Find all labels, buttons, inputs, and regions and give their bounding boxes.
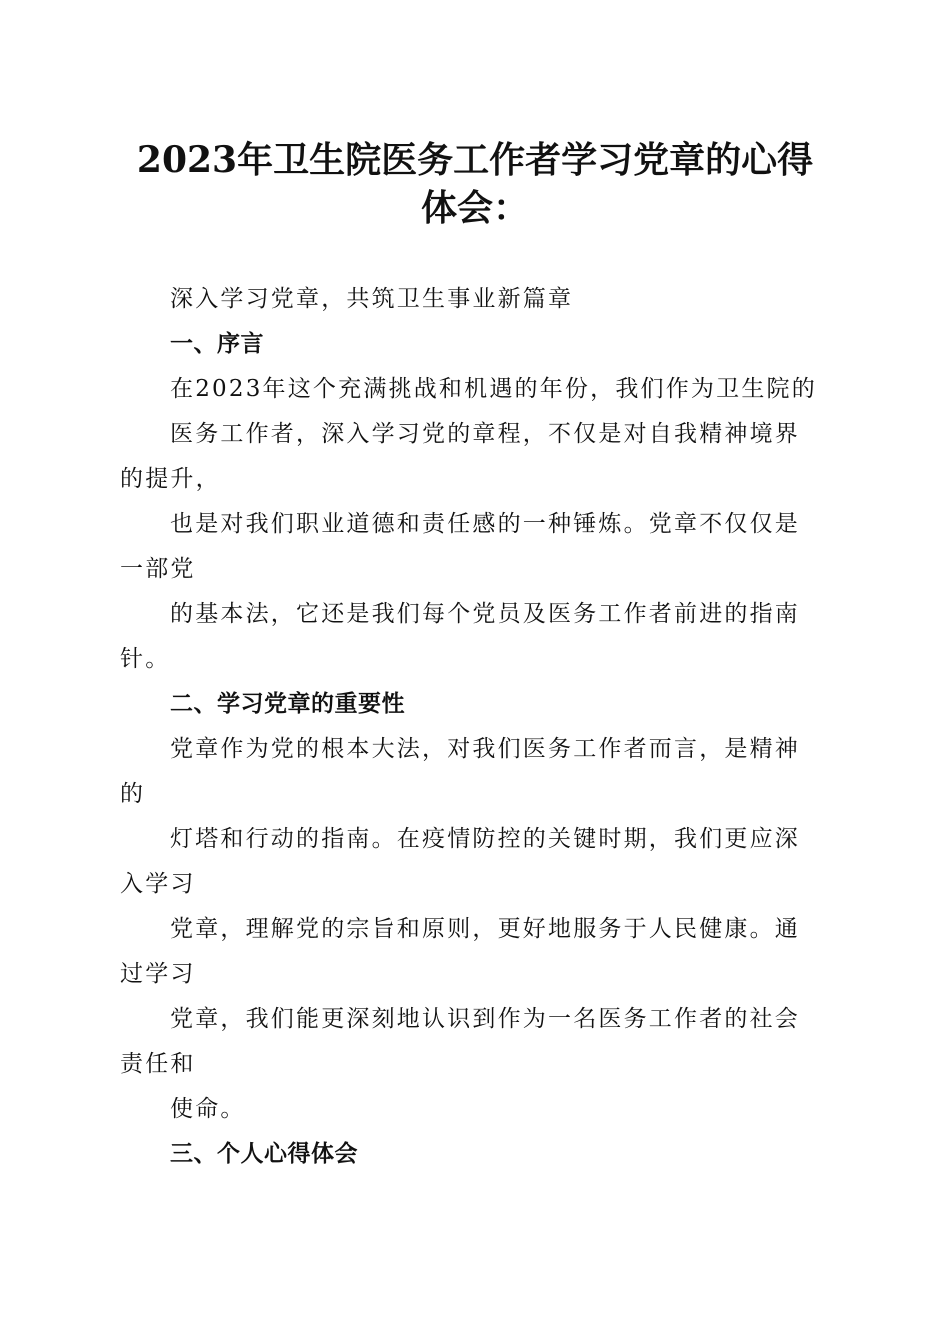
- paragraph-line: 的基本法，它还是我们每个党员及医务工作者前进的指南: [170, 601, 800, 627]
- paragraph-line: 党章，我们能更深刻地认识到作为一名医务工作者的社会: [170, 1006, 800, 1032]
- paragraph-line: 入学习: [120, 871, 196, 897]
- paragraph-line: 一部党: [120, 556, 196, 582]
- paragraph-line: 使命。: [170, 1096, 246, 1122]
- paragraph-line: 也是对我们职业道德和责任感的一种锤炼。党章不仅仅是: [170, 511, 800, 537]
- section-heading-personal: 三、个人心得体会: [170, 1141, 358, 1167]
- paragraph-line: 的提升，: [120, 466, 221, 492]
- paragraph-line: 责任和: [120, 1051, 196, 1077]
- section-heading-importance: 二、学习党章的重要性: [170, 691, 405, 717]
- paragraph-line: 医务工作者，深入学习党的章程，不仅是对自我精神境界: [170, 421, 800, 447]
- paragraph-line: 灯塔和行动的指南。在疫情防控的关键时期，我们更应深: [170, 826, 800, 852]
- document-title: 2023年卫生院医务工作者学习党章的心得体会：: [136, 139, 814, 229]
- paragraph-line: 党章作为党的根本大法，对我们医务工作者而言，是精神: [170, 736, 800, 762]
- section-heading-preface: 一、序言: [170, 331, 264, 357]
- document-subtitle: 深入学习党章，共筑卫生事业新篇章: [170, 286, 574, 312]
- paragraph-line: 党章，理解党的宗旨和原则，更好地服务于人民健康。通: [170, 916, 800, 942]
- paragraph-line: 在2023年这个充满挑战和机遇的年份，我们作为卫生院的: [170, 376, 817, 402]
- paragraph-line: 的: [120, 781, 146, 807]
- paragraph-line: 针。: [120, 646, 171, 672]
- paragraph-line: 过学习: [120, 961, 196, 987]
